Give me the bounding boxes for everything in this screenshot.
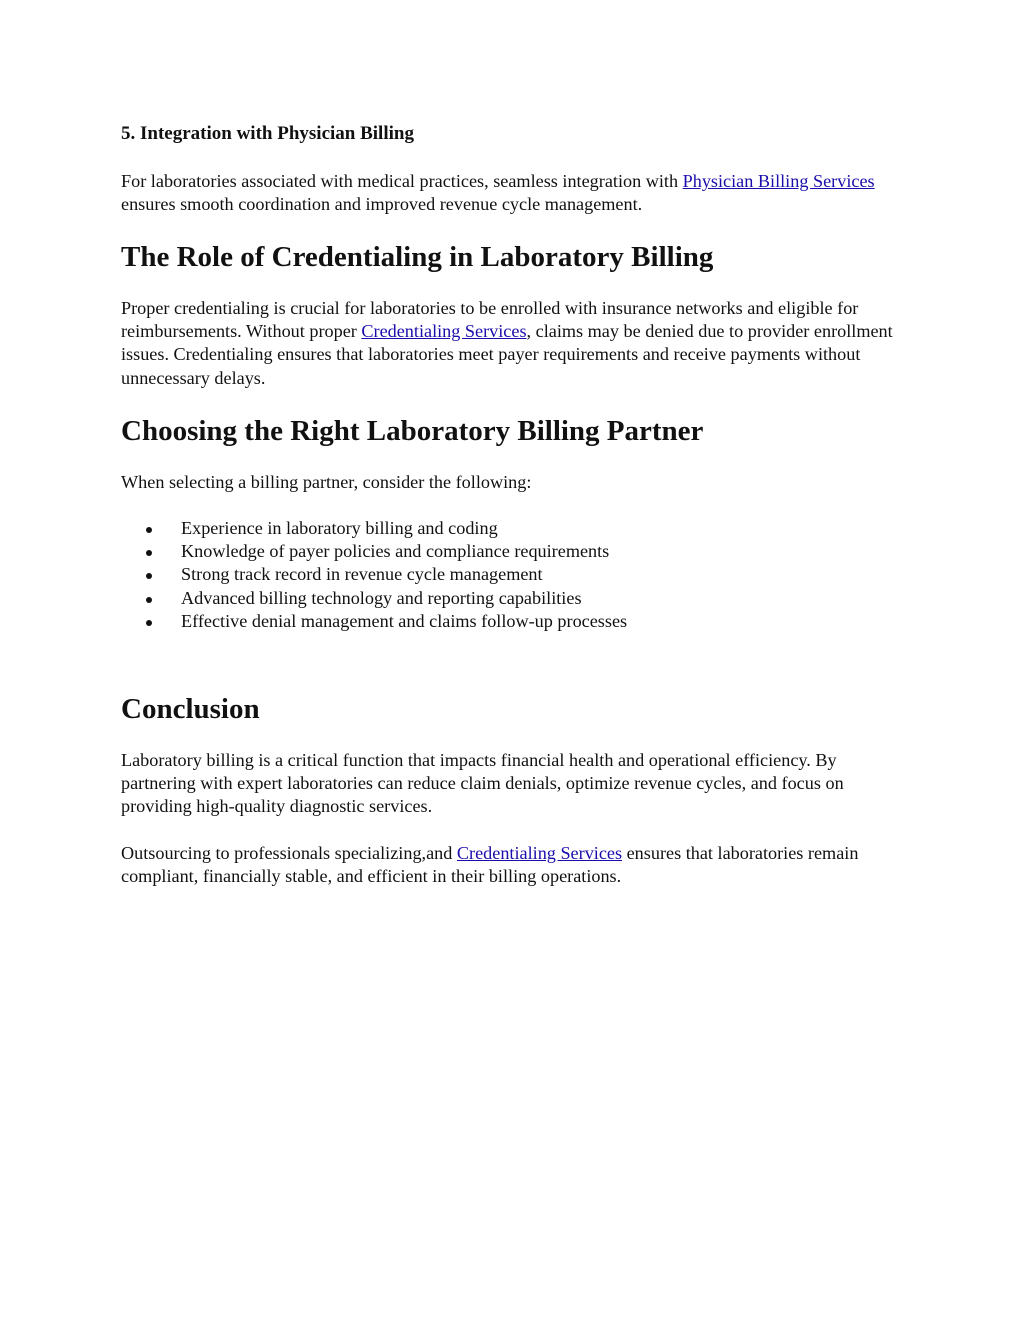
list-item-text: Experience in laboratory billing and coding [181, 518, 498, 538]
physician-billing-services-link[interactable]: Physician Billing Services [682, 171, 875, 191]
list-item [121, 563, 627, 586]
bullet-icon [146, 527, 152, 533]
list-item-text: Effective denial management and claims follow-up processes [181, 610, 628, 631]
list-item-text: Advanced billing technology and reporting capabilities [181, 587, 582, 608]
list-item-text: Strong track record in revenue cycle management [181, 564, 543, 585]
credentialing-services-link-2[interactable]: Credentialing Services [456, 843, 623, 863]
list-item [121, 610, 627, 633]
list-item [121, 517, 627, 540]
paragraph-physician-billing [121, 170, 911, 216]
heading-credentialing: The Role of Credentialing in Laboratory Billing [121, 241, 714, 273]
heading-conclusion: Conclusion [121, 693, 260, 725]
bullet-icon [146, 597, 152, 603]
credentialing-services-link[interactable]: Credentialing Services [361, 321, 527, 342]
list-item [121, 540, 627, 563]
section-heading-physician-billing: 5. Integration with Physician Billing [121, 123, 414, 144]
heading-billing-partner: Choosing the Right Laboratory Billing Partner [121, 415, 704, 447]
paragraph-text: ensures smooth coordination and improved revenue cycle management. [121, 194, 643, 215]
bullet-icon [146, 550, 152, 556]
list-item-text: Knowledge of payer policies and compliance requirements [181, 541, 610, 562]
list-item [121, 587, 627, 610]
paragraph-text: For laboratories associated with medical practices, seamless integration with [121, 171, 683, 191]
bullet-icon [146, 620, 152, 626]
partner-criteria-list [121, 517, 627, 633]
paragraph-conclusion-2 [121, 842, 911, 888]
paragraph-partner-intro: When selecting a billing partner, consider the following: [121, 472, 532, 492]
paragraph-conclusion-1: Laboratory billing is a critical function that impacts financial health and operational efficiency. By partnering with expert laboratories can reduce claim denials, optimize revenue cycles, and focus on providing high-quality diagnostic services. [121, 750, 844, 817]
paragraph-credentialing [121, 297, 911, 390]
bullet-icon [146, 573, 152, 579]
paragraph-text: Proper credentialing is crucial for laboratories to be enrolled with insurance networks and eligible for reimbursements. Without proper [121, 298, 859, 342]
paragraph-text: ensures that laboratories remain compliant, financially stable, and efficient in their billing operations. [121, 843, 859, 887]
paragraph-text: , claims may be denied due to provider enrollment issues. Credentialing ensures that laboratories meet payer requirements and receive payments without unnecessary delays. [121, 321, 893, 388]
paragraph-text: Outsourcing to professionals specializing,and [121, 843, 457, 863]
